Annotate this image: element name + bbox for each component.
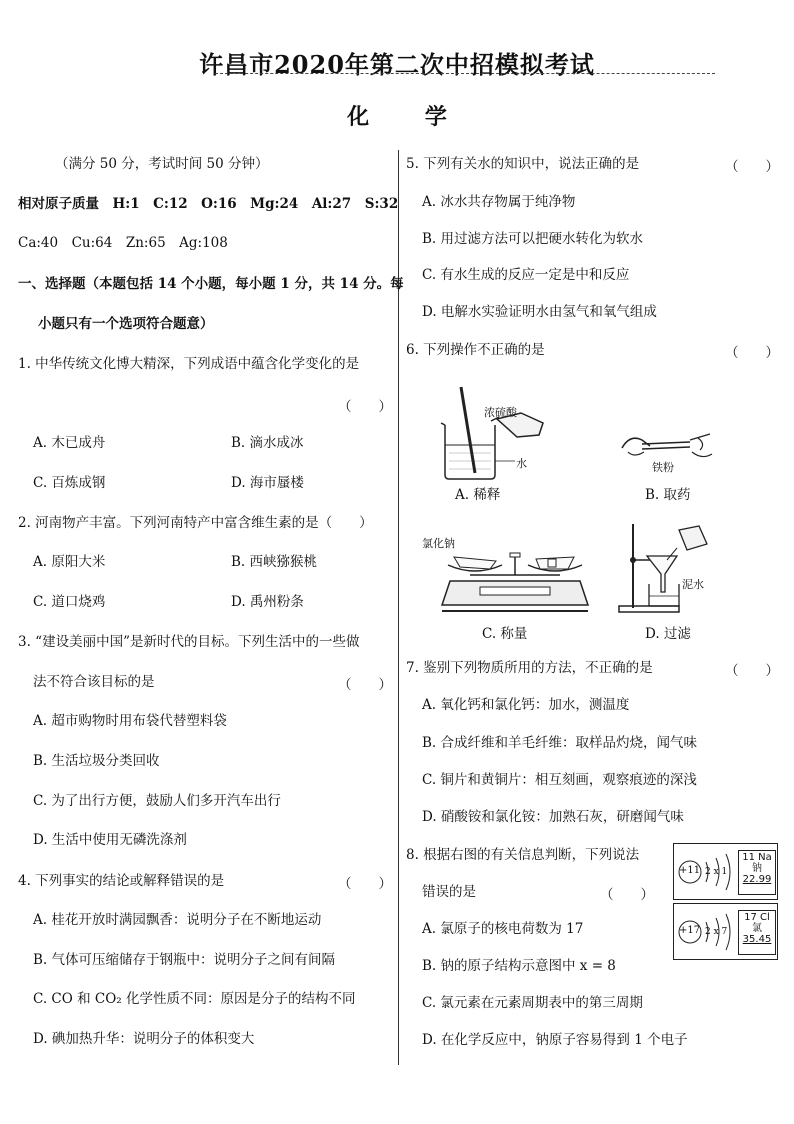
q4-option-c[interactable]: C. CO 和 CO₂ 化学性质不同：原因是分子的结构不同 — [33, 991, 356, 1007]
subject-title: 化 学 — [347, 104, 471, 130]
q3-stem-line1: 3. “建设美丽中国”是新时代的目标。下列生活中的一些做 — [18, 634, 360, 650]
dilution-drawing — [425, 383, 565, 483]
q7-stem: 7. 鉴别下列物质所用的方法，不正确的是 — [406, 660, 653, 676]
q7-answer-blank[interactable]: （ ） — [725, 663, 779, 679]
q8-stem-line1: 8. 根据右图的有关信息判断，下列说法 — [406, 847, 640, 863]
q4-option-d[interactable]: D. 碘加热升华：说明分子的体积变大 — [33, 1031, 255, 1047]
q5-option-c[interactable]: C. 有水生成的反应一定是中和反应 — [422, 267, 630, 283]
q1-answer-blank[interactable]: （ ） — [338, 399, 392, 415]
chlorine-nucleus: +17 — [679, 925, 701, 936]
q7-option-a[interactable]: A. 氧化钙和氯化钙：加水，测温度 — [422, 697, 630, 713]
exam-note: （满分 50 分，考试时间 50 分钟） — [55, 156, 269, 172]
q6-option-c[interactable]: C. 称量 — [482, 626, 528, 642]
label-iron-powder: 铁粉 — [652, 461, 674, 474]
q2-option-c[interactable]: C. 道口烧鸡 — [33, 594, 106, 610]
q4-option-b[interactable]: B. 气体可压缩储存于钢瓶中：说明分子之间有间隔 — [33, 952, 336, 968]
q2-option-b[interactable]: B. 西峡猕猴桃 — [231, 554, 318, 570]
q1-option-c[interactable]: C. 百炼成钢 — [33, 475, 106, 491]
q4-answer-blank[interactable]: （ ） — [338, 876, 392, 892]
q7-option-b[interactable]: B. 合成纤维和羊毛纤维：取样品灼烧，闻气味 — [422, 735, 698, 751]
q6-answer-blank[interactable]: （ ） — [725, 345, 779, 361]
label-conc-sulfuric-acid: 浓硫酸 — [484, 406, 517, 419]
sodium-nucleus: +11 — [679, 865, 701, 876]
q5-option-a[interactable]: A. 冰水共存物属于纯净物 — [422, 194, 576, 210]
chlorine-name: 氯 — [752, 923, 762, 934]
sodium-mass: 22.99 — [742, 874, 772, 885]
q1-option-d[interactable]: D. 海市蜃楼 — [231, 475, 304, 491]
q5-option-b[interactable]: B. 用过滤方法可以把硬水转化为软水 — [422, 231, 644, 247]
chlorine-mass: 35.45 — [742, 934, 772, 945]
q5-stem: 5. 下列有关水的知识中，说法正确的是 — [406, 156, 640, 172]
sodium-info-box — [673, 843, 778, 900]
q3-answer-blank[interactable]: （ ） — [338, 677, 392, 693]
filtration-drawing — [615, 520, 715, 615]
q5-answer-blank[interactable]: （ ） — [725, 159, 779, 175]
q7-option-d[interactable]: D. 硝酸铵和氯化铵：加熟石灰，研磨闻气味 — [422, 809, 684, 825]
q2-stem: 2. 河南物产丰富。下列河南特产中富含维生素的是（ ） — [18, 515, 373, 531]
q3-option-c[interactable]: C. 为了出行方便，鼓励人们多开汽车出行 — [33, 793, 281, 809]
chlorine-element-card — [738, 910, 776, 955]
page-title: 许昌市2020年第二次中招模拟考试 — [199, 50, 595, 79]
figure-dilution[interactable] — [425, 383, 565, 483]
q1-stem: 1. 中华传统文化博大精深，下列成语中蕴含化学变化的是 — [18, 356, 360, 372]
q4-stem: 4. 下列事实的结论或解释错误的是 — [18, 873, 225, 889]
q3-option-a[interactable]: A. 超市购物时用布袋代替塑料袋 — [33, 713, 227, 729]
atomic-masses-line1: 相对原子质量 H:1 C:12 O:16 Mg:24 Al:27 S:32 — [18, 196, 399, 212]
sodium-name: 钠 — [752, 863, 762, 874]
q6-option-b[interactable]: B. 取药 — [645, 487, 691, 503]
q8-answer-blank[interactable]: （ ） — [600, 887, 654, 903]
q8-option-d[interactable]: D. 在化学反应中，钠原子容易得到 1 个电子 — [422, 1032, 688, 1048]
figure-weighing[interactable] — [440, 545, 590, 620]
label-water: 水 — [516, 457, 527, 470]
sodium-element-card — [738, 850, 776, 895]
q1-option-b[interactable]: B. 滴水成冰 — [231, 435, 304, 451]
title-rule — [215, 73, 715, 74]
chlorine-shells: 2 x 7 — [705, 927, 728, 937]
q6-option-a[interactable]: A. 稀释 — [455, 487, 501, 503]
section-heading-line2: 小题只有一个选项符合题意） — [38, 316, 214, 332]
q8-option-a[interactable]: A. 氯原子的核电荷数为 17 — [422, 921, 584, 937]
q2-option-d[interactable]: D. 禹州粉条 — [231, 594, 304, 610]
q5-option-d[interactable]: D. 电解水实验证明水由氢气和氧气组成 — [422, 304, 657, 320]
q8-option-c[interactable]: C. 氯元素在元素周期表中的第三周期 — [422, 995, 643, 1011]
label-sodium-chloride: 氯化钠 — [422, 537, 455, 550]
label-muddy-water: 泥水 — [682, 578, 704, 591]
figure-filtration[interactable] — [615, 520, 715, 615]
q3-option-d[interactable]: D. 生活中使用无磷洗涤剂 — [33, 832, 187, 848]
q6-option-d[interactable]: D. 过滤 — [645, 626, 691, 642]
q2-option-a[interactable]: A. 原阳大米 — [33, 554, 106, 570]
weighing-drawing — [440, 545, 590, 620]
atomic-masses-line2: Ca:40 Cu:64 Zn:65 Ag:108 — [18, 235, 228, 251]
sodium-number-symbol: 11 Na — [742, 852, 772, 863]
q8-stem-line2: 错误的是 — [422, 884, 476, 900]
q8-option-b[interactable]: B. 钠的原子结构示意图中 x = 8 — [422, 958, 616, 974]
sodium-shells: 2 x 1 — [705, 867, 728, 877]
section-heading-line1: 一、选择题（本题包括 14 个小题，每小题 1 分，共 14 分。每 — [18, 276, 404, 292]
q7-option-c[interactable]: C. 铜片和黄铜片：相互刻画，观察痕迹的深浅 — [422, 772, 697, 788]
q4-option-a[interactable]: A. 桂花开放时满园飘香：说明分子在不断地运动 — [33, 912, 322, 928]
chlorine-number-symbol: 17 Cl — [744, 912, 770, 923]
q6-stem: 6. 下列操作不正确的是 — [406, 342, 545, 358]
chlorine-info-box — [673, 903, 778, 960]
q1-option-a[interactable]: A. 木已成舟 — [33, 435, 106, 451]
q3-stem-line2: 法不符合该目标的是 — [33, 674, 155, 690]
q3-option-b[interactable]: B. 生活垃圾分类回收 — [33, 753, 160, 769]
